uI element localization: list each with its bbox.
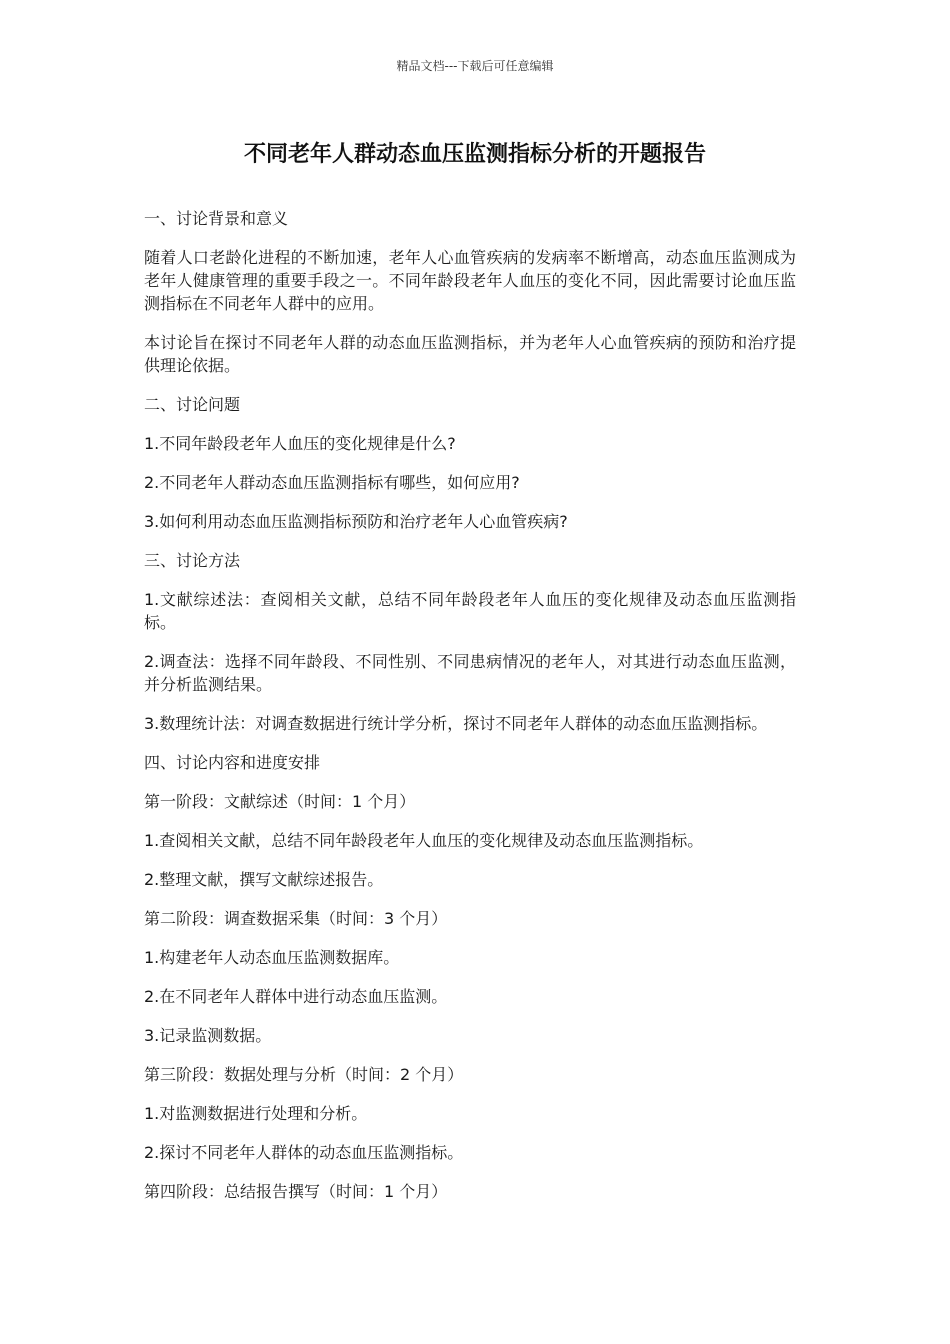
section-heading-questions: 二、讨论问题	[144, 395, 241, 414]
section-heading-methods: 三、讨论方法	[144, 551, 241, 570]
section-heading-background: 一、讨论背景和意义	[144, 209, 289, 228]
stage-heading-2: 第二阶段：调查数据采集（时间：3 个月）	[144, 909, 448, 928]
stage-2-item-1: 1.构建老年人动态血压监测数据库。	[144, 948, 400, 967]
stage-1-item-2: 2.整理文献，撰写文献综述报告。	[144, 870, 384, 889]
stage-heading-3: 第三阶段：数据处理与分析（时间：2 个月）	[144, 1065, 464, 1084]
question-item-3: 3.如何利用动态血压监测指标预防和治疗老年人心血管疾病?	[144, 512, 568, 531]
paragraph-purpose: 本讨论旨在探讨不同老年人群的动态血压监测指标，并为老年人心血管疾病的预防和治疗提供理论依据。	[144, 333, 796, 375]
stage-2-item-3: 3.记录监测数据。	[144, 1026, 272, 1045]
paragraph-background: 随着人口老龄化进程的不断加速，老年人心血管疾病的发病率不断增高，动态血压监测成为老年人健康管理的重要手段之一。不同年龄段老年人血压的变化不同，因此需要讨论血压监测指标在不同老年人群中的应用。	[144, 248, 796, 313]
stage-heading-1: 第一阶段：文献综述（时间：1 个月）	[144, 792, 416, 811]
stage-1-item-1: 1.查阅相关文献，总结不同年龄段老年人血压的变化规律及动态血压监测指标。	[144, 831, 704, 850]
question-item-2: 2.不同老年人群动态血压监测指标有哪些，如何应用?	[144, 473, 520, 492]
stage-3-item-1: 1.对监测数据进行处理和分析。	[144, 1104, 368, 1123]
section-heading-schedule: 四、讨论内容和进度安排	[144, 753, 321, 772]
method-item-2: 2.调查法：选择不同年龄段、不同性别、不同患病情况的老年人，对其进行动态血压监测，并分析监测结果。	[144, 652, 796, 694]
method-item-3: 3.数理统计法：对调查数据进行统计学分析，探讨不同老年人群体的动态血压监测指标。	[144, 714, 768, 733]
stage-heading-4: 第四阶段：总结报告撰写（时间：1 个月）	[144, 1182, 448, 1201]
stage-2-item-2: 2.在不同老年人群体中进行动态血压监测。	[144, 987, 448, 1006]
page-header-note: 精品文档---下载后可任意编辑	[396, 59, 554, 73]
stage-3-item-2: 2.探讨不同老年人群体的动态血压监测指标。	[144, 1143, 464, 1162]
document-title: 不同老年人群动态血压监测指标分析的开题报告	[243, 142, 706, 167]
document-body	[144, 207, 796, 1219]
question-item-1: 1.不同年龄段老年人血压的变化规律是什么?	[144, 434, 456, 453]
method-item-1: 1.文献综述法：查阅相关文献，总结不同年龄段老年人血压的变化规律及动态血压监测指标。	[144, 590, 796, 632]
